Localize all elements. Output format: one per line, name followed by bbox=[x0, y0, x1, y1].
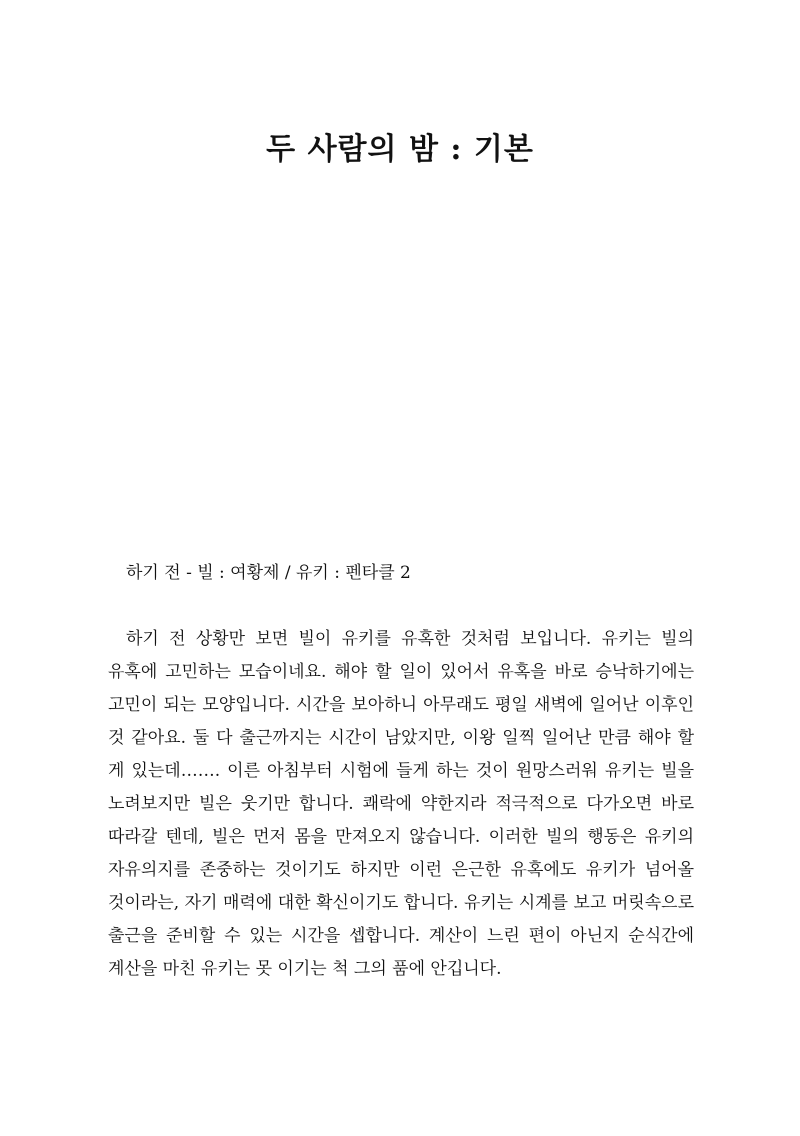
page-title: 두 사람의 밤 : 기본 bbox=[266, 132, 534, 167]
section-subheading: 하기 전 - 빌 : 여황제 / 유키 : 펜타클 2 bbox=[126, 563, 411, 583]
body-paragraph: 하기 전 상황만 보면 빌이 유키를 유혹한 것처럼 보입니다. 유키는 빌의 유혹에 고민하는 모습이네요. 해야 할 일이 있어서 유혹을 바로 승낙하기에는 고민이 되는 모양입니다. 시간을 보아하니 아무래도 평일 새벽에 일어난 이후인 것 같아요. 둘 다 출근까지는 시간이 남았지만, 이왕 일찍 일어난 만큼 해야 할 게 있는데……. 이른 아침부터 시험에 들게 하는 것이 원망스러워 유키는 빌을 노려보지만 빌은 웃기만 합니다. 쾌락에 약한지라 적극적으로 다가오면 바로 따라갈 텐데, 빌은 먼저 몸을 만져오지 않습니다. 이러한 빌의 행동은 유키의 자유의지를 존중하는 것이기도 하지만 이런 은근한 유혹에도 유키가 넘어올 것이라는, 자기 매력에 대한 확신이기도 합니다. 유키는 시계를 보고 머릿속으로 출근을 준비할 수 있는 시간을 셉합니다. 계산이 느린 편이 아닌지 순식간에 계산을 마친 유키는 못 이기는 척 그의 품에 안깁니다. bbox=[108, 629, 694, 979]
